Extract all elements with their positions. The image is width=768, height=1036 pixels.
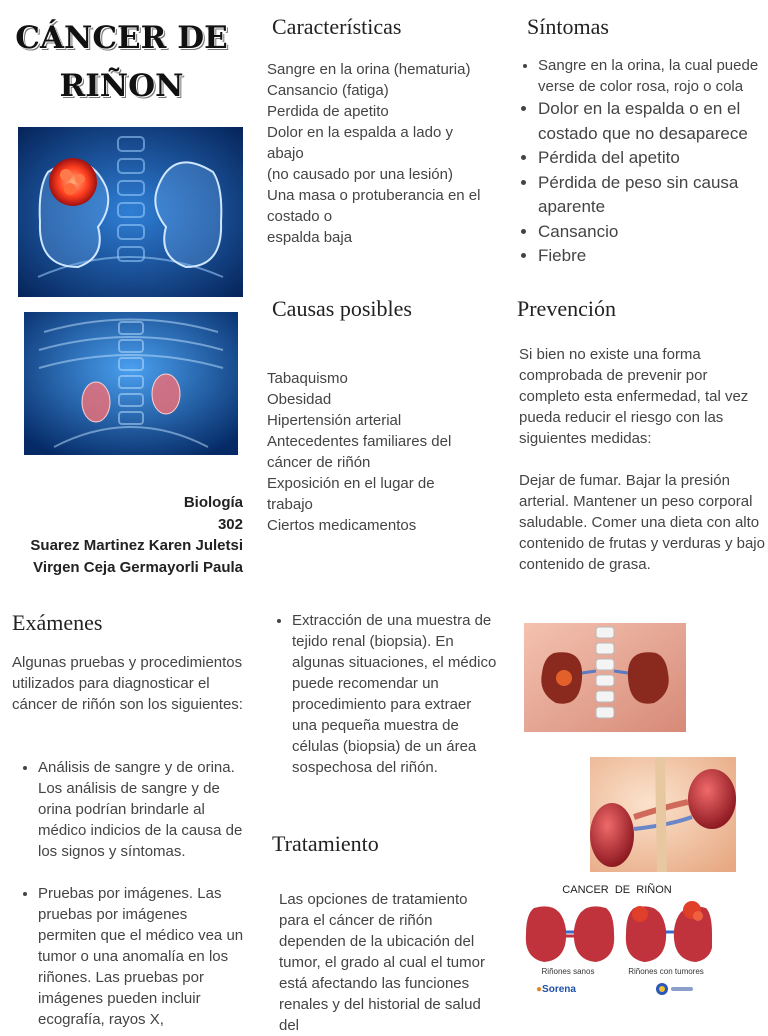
causas-line: cáncer de riñón	[267, 454, 371, 471]
causas-line: Antecedentes familiares del	[267, 433, 452, 450]
causas-list	[267, 368, 502, 536]
examenes-heading: Exámenes	[12, 610, 103, 635]
examenes-intro-text: Algunas pruebas y procedimientos utilizados para diagnosticar el cáncer de riñón son los siguientes:	[12, 654, 243, 713]
prevencion-text	[519, 344, 767, 575]
sintomas-list	[512, 55, 764, 269]
kidneys-spine-image	[524, 623, 686, 732]
kidneys-illustration	[522, 900, 712, 966]
caracteristicas-line: Cansancio (fatiga)	[267, 82, 389, 99]
caracteristicas-line: Perdida de apetito	[267, 103, 389, 120]
kidney-xray-image	[18, 127, 243, 297]
caracteristicas-heading: Características	[272, 14, 402, 39]
caracteristicas-line: Sangre en la orina (hematuria)	[267, 61, 471, 78]
partner-logo	[655, 982, 695, 996]
caracteristicas-line: (no causado por una lesión)	[267, 166, 453, 183]
abdomen-xray-image	[24, 312, 238, 455]
credits	[10, 492, 243, 578]
credits-group: 302	[217, 515, 243, 533]
causas-line: Ciertos medicamentos	[267, 517, 417, 534]
sintomas-heading: Síntomas	[527, 14, 609, 39]
tratamiento-heading: Tratamiento	[272, 831, 379, 856]
list-item: • Pérdida del apetito	[538, 146, 764, 171]
list-item: • Dolor en la espalda o en el costado que no desaparece	[538, 97, 764, 146]
sorena-logo-text: Sorena	[542, 984, 576, 995]
credits-author-1: Suarez Martinez Karen Juletsi	[30, 537, 243, 554]
caracteristicas-line: espalda baja	[267, 229, 353, 246]
causas-line: Tabaquismo	[267, 370, 348, 387]
list-item: • Cansancio	[538, 220, 764, 245]
title-line-2: RIÑON	[59, 68, 184, 104]
page-title	[14, 14, 229, 110]
tratamiento-text	[279, 889, 493, 1036]
caracteristicas-line: abajo	[267, 145, 304, 162]
sorena-logo	[536, 984, 576, 995]
caracteristicas-list	[267, 59, 502, 248]
causas-line: trabajo	[267, 496, 313, 513]
caracteristicas-line: Una masa o protuberancia en el	[267, 187, 481, 204]
examenes-intro	[12, 652, 244, 715]
list-item: • Pérdida de peso sin causa aparente	[538, 171, 764, 220]
title-line-1: CÁNCER DE	[15, 20, 228, 56]
examenes-list-col2	[266, 610, 498, 778]
list-item: • Sangre en la orina, la cual puede verse de color rosa, rojo o cola	[538, 55, 764, 97]
sorena-logo-icon: ●	[536, 984, 543, 995]
examenes-list	[12, 757, 248, 1030]
causas-line: Exposición en el lugar de	[267, 475, 435, 492]
prevencion-paragraph-1: Si bien no existe una forma comprobada de prevenir por completo esta enfermedad, tal vez pueda reducir el riesgo con las siguientes medidas:	[519, 346, 749, 447]
caracteristicas-line: Dolor en la espalda a lado y	[267, 124, 453, 141]
credits-subject: Biología	[183, 494, 243, 511]
label-healthy-kidneys: Riñones sanos	[541, 967, 595, 976]
prevencion-heading: Prevención	[517, 296, 616, 321]
prevencion-paragraph-2: Dejar de fumar. Bajar la presión arterial. Mantener un peso corporal saludable. Comer una dieta con alto contenido de frutas y verduras y bajo contenido de grasa.	[519, 472, 765, 573]
list-item: • Análisis de sangre y de orina. Los análisis de sangre y de orina podrían brindarle al médico indicios de la causa de los signos y síntomas.	[38, 757, 248, 862]
causas-line: Obesidad	[267, 391, 332, 408]
credits-author-2: Virgen Ceja Germayorli Paula	[33, 558, 243, 576]
diagram-title: CANCER DE RIÑON	[562, 884, 672, 896]
tratamiento-paragraph: Las opciones de tratamiento para el cáncer de riñón dependen de la ubicación del tumor, el grado al cual el tumor está afectando las funciones renales y del historial de salud del	[279, 891, 485, 1034]
caracteristicas-line: costado o	[267, 208, 333, 225]
list-item: • Fiebre	[538, 244, 764, 269]
partner-logo-icon	[655, 982, 695, 996]
kidney-anatomy-image	[590, 757, 736, 872]
list-item: • Extracción de una muestra de tejido renal (biopsia). En algunas situaciones, el médico puede recomendar un procedimiento para extraer una pequeña muestra de células (biopsia) de un área sospechosa del riñón.	[292, 610, 498, 778]
causas-line: Hipertensión arterial	[267, 412, 402, 429]
label-tumor-kidneys: Riñones con tumores	[628, 967, 704, 976]
kidney-comparison-diagram	[522, 882, 712, 1002]
list-item: • Pruebas por imágenes. Las pruebas por imágenes permiten que el médico vea un tumor o una anomalía en los riñones. Las pruebas por imágenes pueden incluir ecografía, rayos X,	[38, 883, 248, 1030]
causas-heading: Causas posibles	[272, 296, 412, 321]
